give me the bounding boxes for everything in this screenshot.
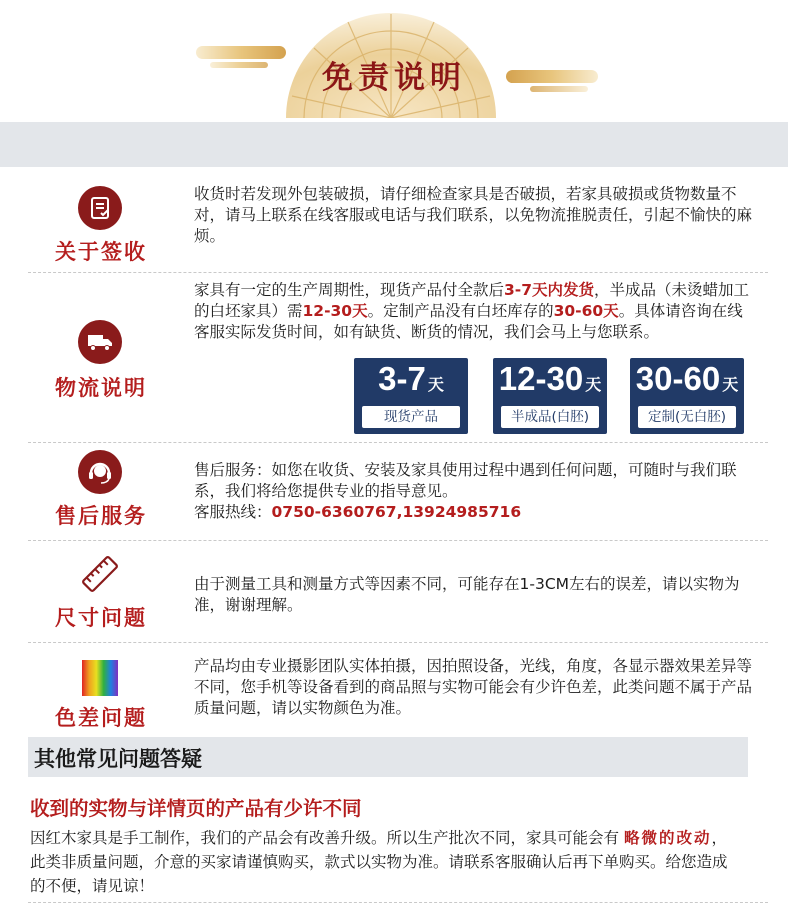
badge-value: 3-7 <box>378 360 426 397</box>
section-after-sales <box>28 450 768 534</box>
hotline-label: 客服热线： <box>194 503 272 521</box>
faq-answer <box>30 826 730 898</box>
section-size <box>28 552 768 636</box>
highlight-30-60: 30-60天 <box>553 302 619 320</box>
section-color <box>28 656 768 732</box>
badge-unit: 天 <box>585 377 602 394</box>
badge-in-stock <box>354 358 468 434</box>
divider <box>28 902 768 903</box>
badge-caption: 半成品(白胚) <box>501 406 599 428</box>
section-label-after-sales: 售后服务 <box>55 503 147 528</box>
hotline-row <box>194 502 754 523</box>
section-signing <box>28 186 768 266</box>
section-text-color: 产品均由专业摄影团队实体拍摄，因拍照设备，光线，角度，各显示器效果差异等不同，您手机等设备看到的商品照与实物可能会有少许色差，此类问题不属于产品质量问题，请以实物颜色为准。 <box>194 657 753 717</box>
delivery-badges <box>354 358 746 434</box>
text-part: 。具体请咨询在线客服实际发货时间，如有缺货、断货的情况，我们会马上与您联系。 <box>194 302 743 341</box>
section-label-color: 色差问题 <box>55 705 147 730</box>
highlight-3-7: 3-7天内发货 <box>504 281 595 299</box>
section-text-size: 由于测量工具和测量方式等因素不同，可能存在1-3CM左右的误差，请以实物为准，谢谢理解。 <box>194 575 740 614</box>
section-text-after-sales <box>194 460 754 523</box>
section-text-signing: 收货时若发现外包装破损，请仔细检查家具是否破损，若家具破损或货物数量不对，请马上联系在线客服或电话与我们联系，以免物流推脱责任，引起不愉快的麻烦。 <box>194 185 753 245</box>
badge-caption: 定制(无白胚) <box>638 406 736 428</box>
divider <box>28 540 768 541</box>
badge-value: 30-60 <box>635 360 721 397</box>
highlight-12-30: 12-30天 <box>302 302 368 320</box>
faq-question: 收到的实物与详情页的产品有少许不同 <box>30 797 362 820</box>
header-band <box>0 122 788 167</box>
text-part: 因红木家具是手工制作，我们的产品会有改善升级。所以生产批次不同，家具可能会有 <box>30 829 624 847</box>
divider <box>28 442 768 443</box>
after-sales-text: 售后服务：如您在收货、安装及家具使用过程中遇到任何问题，可随时与我们联系，我们将给您提供专业的指导意见。 <box>194 461 737 500</box>
headset-icon <box>78 450 122 494</box>
section-label-size: 尺寸问题 <box>55 605 147 630</box>
badge-value: 12-30 <box>498 360 584 397</box>
ruler-icon <box>78 552 122 596</box>
text-part: 家具有一定的生产周期性，现货产品付全款后 <box>194 281 505 299</box>
badge-unit: 天 <box>722 377 739 394</box>
page-header <box>0 0 788 122</box>
faq-heading-band <box>28 737 748 777</box>
text-part: ，此类非质量问题，介意的买家请谨慎购买，款式以实物为准。请联系客服确认后再下单购买。给您造成的不便，请见谅！ <box>30 829 728 895</box>
color-spectrum-icon <box>82 660 118 696</box>
section-label-logistics: 物流说明 <box>55 375 147 400</box>
badge-caption: 现货产品 <box>362 406 460 428</box>
faq-heading: 其他常见问题答疑 <box>34 746 202 771</box>
divider <box>28 642 768 643</box>
truck-icon <box>78 320 122 364</box>
checklist-icon <box>78 186 122 230</box>
page-title: 免责说明 <box>322 60 466 96</box>
badge-unit: 天 <box>427 377 444 394</box>
divider <box>28 272 768 273</box>
badge-semi-finished <box>493 358 607 434</box>
badge-custom <box>630 358 744 434</box>
text-part: 。定制产品没有白坯库存的 <box>367 302 554 320</box>
hotline-number[interactable]: 0750-6360767,13924985716 <box>271 503 522 521</box>
text-part: ，半成品（未烫蜡加工的白坯家具）需 <box>194 281 750 320</box>
section-label-signing: 关于签收 <box>55 239 147 264</box>
faq-emphasis: 略微的改动 <box>623 829 712 847</box>
section-text-logistics <box>194 280 754 343</box>
